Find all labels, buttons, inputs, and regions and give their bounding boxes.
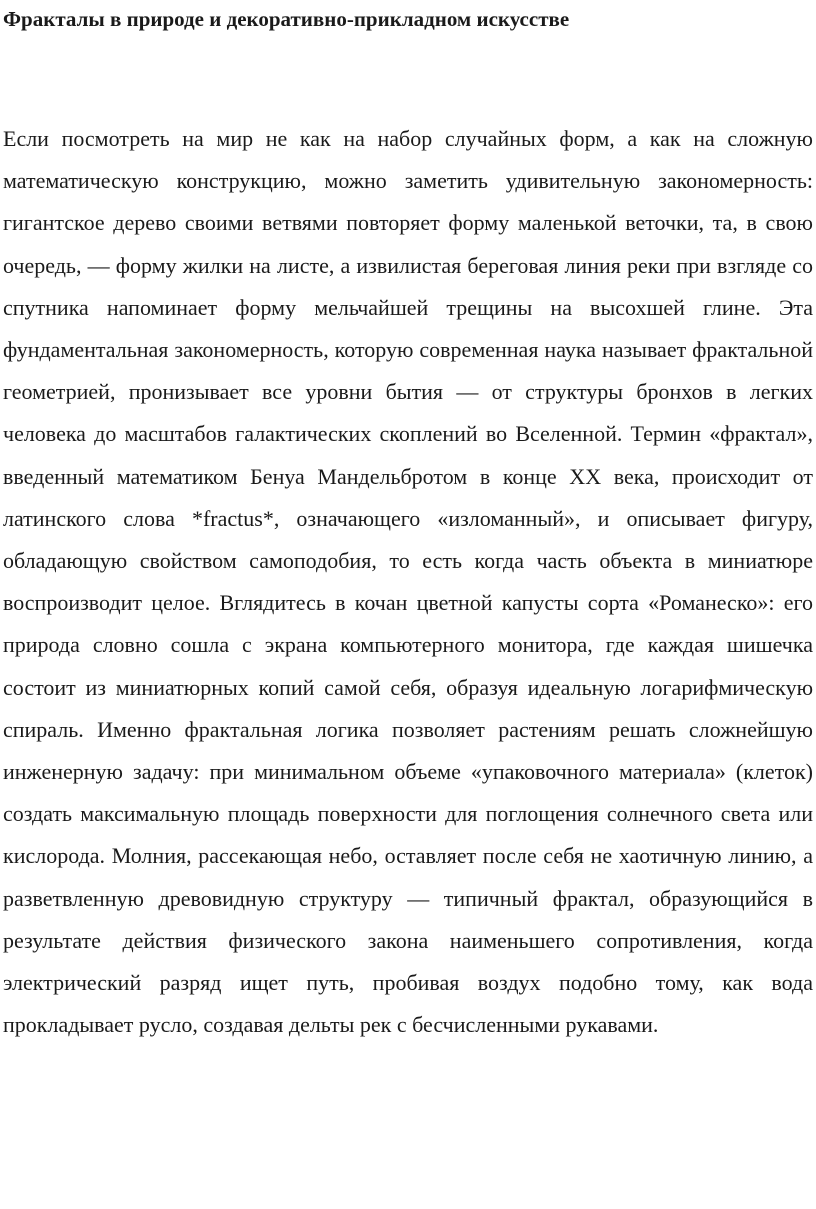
document-title: Фракталы в природе и декоративно-прикладном искусстве <box>3 7 570 31</box>
body-paragraph: Если посмотреть на мир не как на набор случайных форм, а как на сложную математическую конструкцию, можно заметить удивительную закономерность: гигантское дерево своими ветвями повторяет форму маленькой веточки, та, в свою очередь, — форму жилки на листе, а извилистая береговая линия реки при взгляде со спутника напоминает форму мельчайшей трещины на высохшей глине. Эта фундаментальная закономерность, которую современная наука называет фрактальной геометрией, пронизывает все уровни бытия — от структуры бронхов в легких человека до масштабов галактических скоплений во Вселенной. Термин «фрактал», введенный математиком Бенуа Мандельбротом в конце XX века, происходит от латинского слова *fractus*, означающего «изломанный», и описывает фигуру, обладающую свойством самоподобия, то есть когда часть объекта в миниатюре воспроизводит целое. Вглядитесь в кочан цветной капусты сорта «Романеско»: его природа словно сошла с экрана компьютерного монитора, где каждая шишечка состоит из миниатюрных копий самой себя, образуя идеальную логарифмическую спираль. Именно фрактальная логика позволяет растениям решать сложнейшую инженерную задачу: при минимальном объеме «упаковочного материала» (клеток) создать максимальную площадь поверхности для поглощения солнечного света или кислорода. Молния, рассекающая небо, оставляет после себя не хаотичную линию, а разветвленную древовидную структуру — типичный фрактал, образующийся в результате действия физического закона наименьшего сопротивления, когда электрический разряд ищет путь, пробивая воздух подобно тому, как вода прокладывает русло, создавая дельты рек с бесчисленными рукавами. <box>3 126 813 1038</box>
